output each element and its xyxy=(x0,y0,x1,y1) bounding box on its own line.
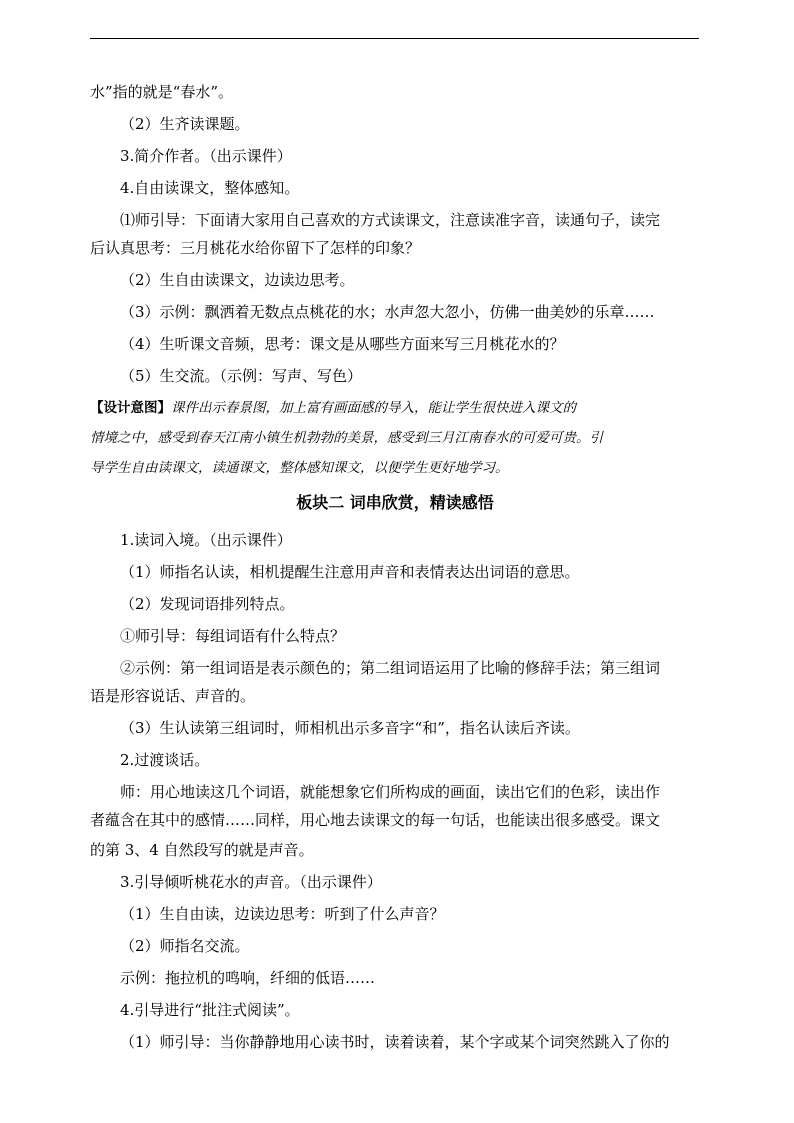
text-line: 3.简介作者。（出示课件） xyxy=(120,147,292,165)
header-rule xyxy=(90,38,699,39)
section-heading: 板块二 词串欣赏，精读感悟 xyxy=(296,493,494,512)
text-line: 2.过渡谈话。 xyxy=(120,751,210,769)
text-line: （2）生自由读课文，边读边思考。 xyxy=(120,271,355,289)
text-line: 4.引导进行“批注式阅读”。 xyxy=(120,1001,300,1019)
text-line: ②示例：第一组词语是表示颜色的；第二组词语运用了比喻的修辞手法；第三组词 xyxy=(120,659,661,677)
text-line: 语是形容说话、声音的。 xyxy=(90,687,256,705)
text-line: ⑴师引导：下面请大家用自己喜欢的方式读课文，注意读准字音，读通句子，读完 xyxy=(120,211,661,229)
text-line: 师：用心地读这几个词语，就能想象它们所构成的画面，读出它们的色彩，读出作 xyxy=(120,783,661,801)
text-line: 水”指的就是“春水”。 xyxy=(90,83,234,101)
text-line: （3）生认读第三组词时，师相机出示多音字“和”，指名认读后齐读。 xyxy=(120,719,580,737)
design-intent-tag: 【设计意图】 xyxy=(90,400,171,416)
text-line: （4）生听课文音频，思考：课文是从哪些方面来写三月桃花水的？ xyxy=(120,335,565,353)
text-line: 示例：拖拉机的鸣响，纤细的低语…… xyxy=(120,969,376,987)
text-line: 1.读词入境。（出示课件） xyxy=(120,531,292,549)
text-line: （2）发现词语排列特点。 xyxy=(120,595,295,613)
design-intent-line: 导学生自由读课文，读通课文，整体感知课文，以便学生更好地学习。 xyxy=(90,460,509,476)
text-line: 4.自由读课文，整体感知。 xyxy=(120,179,300,197)
text-line: （1）师引导：当你静静地用心读书时，读着读着，某个字或某个词突然跳入了你的 xyxy=(120,1033,670,1051)
text-line: （3）示例：飘洒着无数点点桃花的水；水声忽大忽小，仿佛一曲美妙的乐章…… xyxy=(120,303,655,321)
text-line: （1）生自由读，边读边思考：听到了什么声音？ xyxy=(120,905,445,923)
text-line: （2）师指名交流。 xyxy=(120,937,250,955)
design-intent-line: 情境之中，感受到春天江南小镇生机勃勃的美景，感受到三月江南春水的可爱可贵。引 xyxy=(90,430,603,446)
text-line: ①师引导：每组词语有什么特点？ xyxy=(120,627,346,645)
text-line: 3.引导倾听桃花水的声音。（出示课件） xyxy=(120,873,382,891)
text-line: （1）师指名认读，相机提醒生注意用声音和表情表达出词语的意思。 xyxy=(120,563,580,581)
text-line: 者蕴含在其中的感情……同样，用心地去读课文的每一句话，也能读出很多感受。课文 xyxy=(90,811,661,829)
text-line: （5）生交流。（示例：写声、写色） xyxy=(120,367,363,385)
design-intent-text: 课件出示春景图，加上富有画面感的导入，能让学生很快进入课文的 xyxy=(171,400,576,416)
design-intent-line xyxy=(90,398,700,418)
text-line: （2）生齐读课题。 xyxy=(120,115,250,133)
text-line: 的第 3、4 自然段写的就是声音。 xyxy=(90,841,314,859)
text-line: 后认真思考：三月桃花水给你留下了怎样的印象？ xyxy=(90,239,421,257)
